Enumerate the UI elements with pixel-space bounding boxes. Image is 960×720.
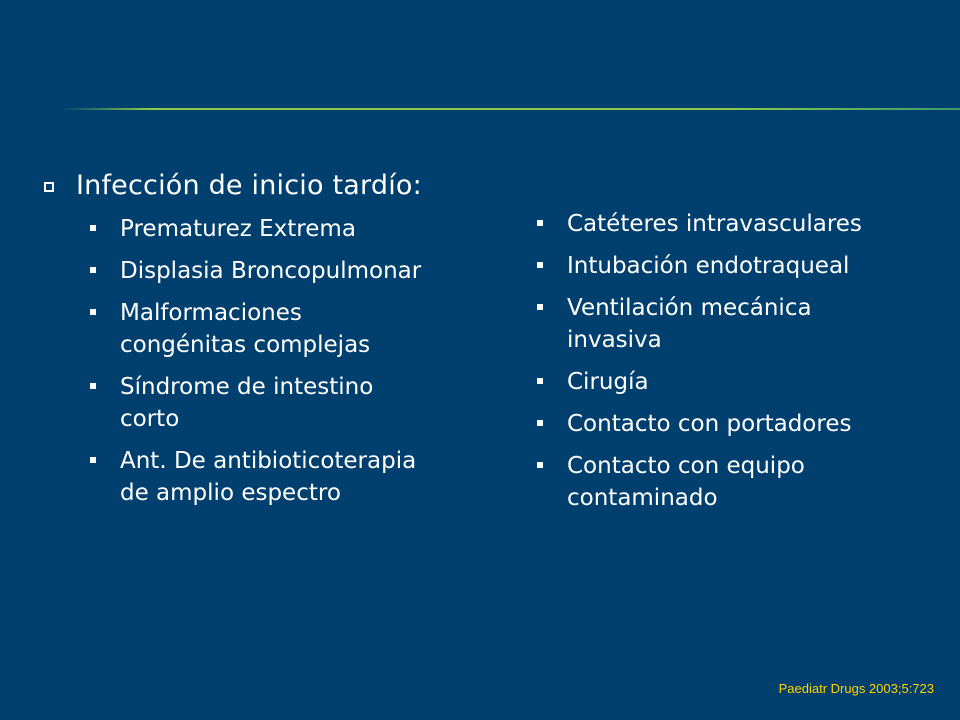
left-risk-factor-list [90, 213, 490, 519]
list-item-text: Prematurez Extrema [120, 216, 356, 242]
list-item-text: Displasia Broncopulmonar [120, 258, 422, 284]
section-heading-text: Infección de inicio tardío: [76, 170, 422, 201]
square-bullet-icon [90, 225, 96, 231]
list-item [537, 450, 957, 514]
square-bullet-icon [537, 462, 543, 468]
hollow-square-bullet-icon [44, 182, 54, 192]
list-item-text: Malformaciones congénitas complejas [120, 300, 371, 358]
square-bullet-icon [537, 220, 543, 226]
square-bullet-icon [537, 262, 543, 268]
list-item [537, 250, 957, 282]
list-item-text: Contacto con portadores [567, 411, 852, 437]
list-item-text: Síndrome de intestino corto [120, 374, 374, 432]
square-bullet-icon [537, 378, 543, 384]
list-item [537, 292, 957, 356]
list-item-text: Contacto con equipo contaminado [567, 453, 805, 511]
list-item [90, 371, 490, 435]
square-bullet-icon [537, 304, 543, 310]
square-bullet-icon [90, 457, 96, 463]
title-divider-line [60, 108, 960, 110]
list-item [537, 208, 957, 240]
list-item [90, 213, 490, 245]
list-item [90, 445, 490, 509]
list-item-text: Catéteres intravasculares [567, 211, 862, 237]
right-risk-factor-list [537, 208, 957, 524]
list-item [537, 366, 957, 398]
list-item-text: Ventilación mecánica invasiva [567, 295, 812, 353]
square-bullet-icon [90, 309, 96, 315]
square-bullet-icon [537, 420, 543, 426]
list-item [537, 408, 957, 440]
list-item [90, 255, 490, 287]
square-bullet-icon [90, 383, 96, 389]
citation-reference: Paediatr Drugs 2003;5:723 [778, 681, 934, 696]
list-item-text: Intubación endotraqueal [567, 253, 850, 279]
list-item [90, 297, 490, 361]
section-heading [44, 170, 422, 201]
list-item-text: Ant. De antibioticoterapia de amplio espectro [120, 448, 417, 506]
list-item-text: Cirugía [567, 369, 649, 395]
square-bullet-icon [90, 267, 96, 273]
